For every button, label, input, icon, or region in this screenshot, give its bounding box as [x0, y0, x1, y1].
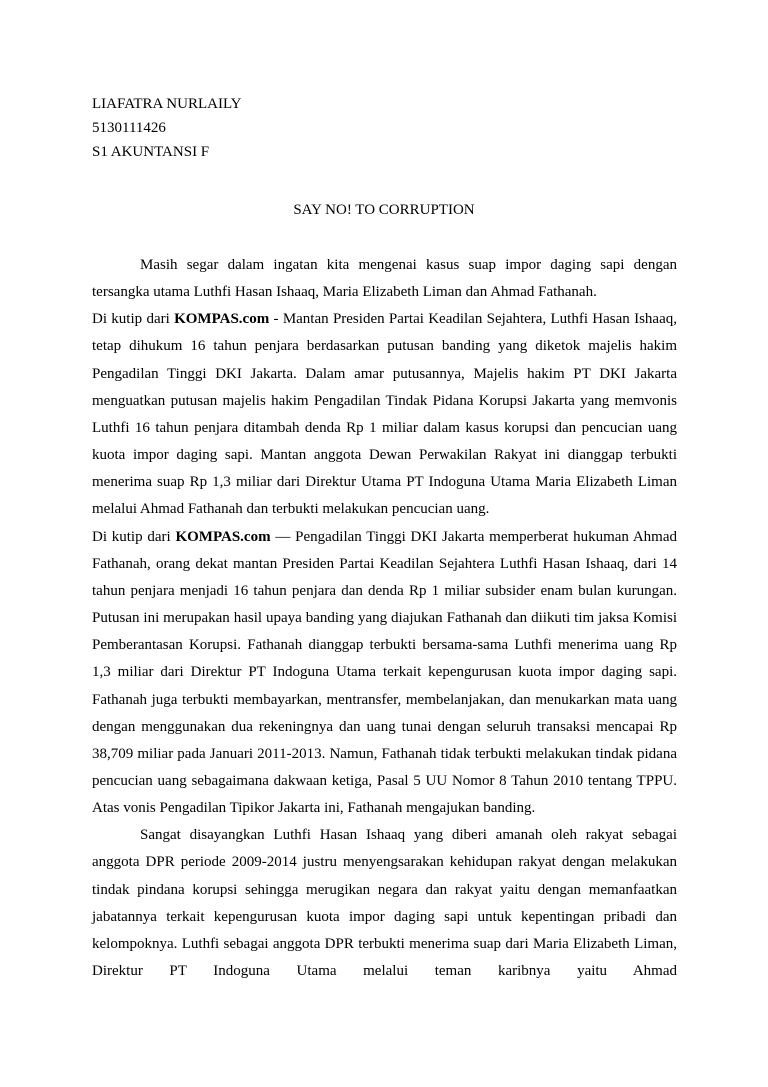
paragraph-conclusion: Sangat disayangkan Luthfi Hasan Ishaaq yang diberi amanah oleh rakyat sebagai anggota DPR periode 2009-2014 justru menyengsarakan kehidupan rakyat dengan melakukan tindak pindana korupsi sehingga merugikan negara dan rakyat yaitu dengan memanfaatkan jabatannya terkait kepengurusan kuota impor daging sapi untuk kepentingan pribadi dan kelompoknya. Luthfi sebagai anggota DPR terbukti menerima suap dari Maria Elizabeth Liman, Direktur PT Indoguna Utama melalui teman karibnya yaitu Ahmad — [92, 827, 677, 980]
author-name: LIAFATRA NURLAILY — [92, 96, 242, 112]
citation-prefix: Di kutip dari — [92, 528, 176, 545]
paragraph-kompas-luthfi — [92, 306, 677, 523]
paragraph-intro: Masih segar dalam ingatan kita mengenai kasus suap impor daging sapi dengan tersangka utama Luthfi Hasan Ishaaq, Maria Elizabeth Liman dan Ahmad Fathanah. — [92, 257, 677, 301]
student-id: 5130111426 — [92, 120, 166, 136]
document-title: SAY NO! TO CORRUPTION — [293, 202, 475, 218]
paragraph-kompas-fathanah — [92, 524, 677, 823]
citation-source: KOMPAS.com — [174, 311, 270, 328]
citation-source: KOMPAS.com — [175, 528, 271, 545]
study-program: S1 AKUNTANSI F — [92, 144, 210, 160]
citation-prefix: Di kutip dari — [92, 311, 175, 328]
paragraph-text: — Pengadilan Tinggi DKI Jakarta memperberat hukuman Ahmad Fathanah, orang dekat mantan Presiden Partai Keadilan Sejahtera Luthfi Hasan Ishaaq, dari 14 tahun penjara menjadi 16 tahun penjara dan denda Rp 1 miliar subsider enam bulan kurungan. Putusan ini merupakan hasil upaya banding yang diajukan Fathanah dan diikuti tim jaksa Komisi Pemberantasan Korupsi. Fathanah dianggap terbukti bersama-sama Luthfi menerima uang Rp 1,3 miliar dari Direktur PT Indoguna Utama terkait kepengurusan kuota impor daging sapi. Fathanah juga terbukti membayarkan, mentransfer, membelanjakan, dan menukarkan mata uang dengan menggunakan dua rekeningnya dan uang tunai dengan seluruh transaksi mencapai Rp 38,709 miliar pada Januari 2011-2013. Namun, Fathanah tidak terbukti melakukan tindak pidana pencucian uang sebagaimana dakwaan ketiga, Pasal 5 UU Nomor 8 Tahun 2010 tentang TPPU. Atas vonis Pengadilan Tipikor Jakarta ini, Fathanah mengajukan banding. — [92, 528, 678, 817]
document-body — [92, 252, 677, 985]
author-header — [92, 92, 241, 164]
paragraph-text: - Mantan Presiden Partai Keadilan Sejahtera, Luthfi Hasan Ishaaq, tetap dihukum 16 tahun penjara berdasarkan putusan banding yang diketok majelis hakim Pengadilan Tinggi DKI Jakarta. Dalam amar putusannya, Majelis hakim PT DKI Jakarta menguatkan putusan majelis hakim Pengadilan Tindak Pidana Korupsi Jakarta yang memvonis Luthfi 16 tahun penjara ditambah denda Rp 1 miliar dalam kasus korupsi dan pencucian uang kuota impor daging sapi. Mantan anggota Dewan Perwakilan Rakyat ini dianggap terbukti menerima suap Rp 1,3 miliar dari Direktur Utama PT Indoguna Utama Maria Elizabeth Liman melalui Ahmad Fathanah dan terbukti melakukan pencucian uang. — [92, 311, 677, 518]
